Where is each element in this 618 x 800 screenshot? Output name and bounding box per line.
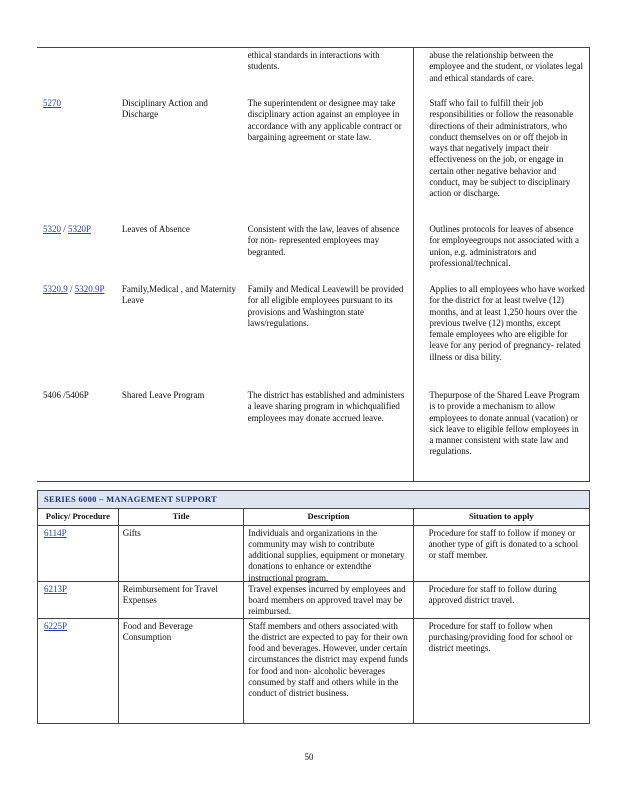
description-cell: Consistent with the law, leaves of absence for non- represented employees may begranted. [247,224,400,257]
page-number: 50 [304,752,314,762]
bullet-icon [418,98,429,200]
policy-cell [38,582,119,618]
title-cell: Leaves of Absence [121,224,190,234]
policy-link-5270[interactable]: 5270 [43,98,61,108]
bullet-icon [418,390,429,458]
policy-link-6114p[interactable]: 6114P [44,527,67,538]
bullet-icon [418,621,429,655]
bullet-icon [418,528,429,562]
situation-cell: Procedure for staff to follow if money or another type of gift is donated to a school or staff member. [414,526,589,581]
policy-separator: / [67,284,75,294]
series-heading: SERIES 6000 – MANAGEMENT SUPPORT [38,491,589,509]
description-cell: Staff members and others associated with the district are expected to pay for their own food and beverages. However, under certain circumstances the district may expend funds for food and non- alcoholic beverages consumed by staff and others while in the conduct of district business. [244,619,413,723]
title-cell: Family,Medical , and Maternity Leave [121,284,236,306]
bullet-icon [418,50,429,84]
table-row [38,619,589,723]
title-cell: Disciplinary Action and Discharge [121,98,208,120]
policy-link-6213p[interactable]: 6213P [44,583,68,594]
series-6000-table [37,490,590,724]
situation-cell: Procedure for staff to follow when purchasing/providing food for school or district meetings. [414,619,589,723]
header-policy: Policy/ Procedure [38,509,119,525]
situation-cell: Procedure for staff to follow during approved district travel. [414,582,589,618]
table-row [37,388,589,481]
bullet-icon [418,584,429,607]
policy-link-5320-9[interactable]: 5320.9 [43,284,68,294]
situation-cell: Staff who fail to fulfill their job responsibilities or follow the reasonable directions of their administrators, who conduct themselves on or off thejob in ways that negatively impact their effectiveness on the job, or engage in certain other negative behavior and conduct, may be subject to disciplinary action or discharge. [413,96,589,222]
table-header-row [38,509,589,525]
title-cell: Shared Leave Program [121,390,205,400]
description-cell: The district has established and administers a leave sharing program in whichqualified employees may donate accrued leave. [247,390,405,423]
title-cell: Food and Beverage Consumption [119,619,245,723]
description-cell: ethical standards in interactions with students. [247,50,380,72]
table-row [38,526,589,582]
policy-link-5320p[interactable]: 5320P [68,224,92,234]
bullet-icon [418,284,429,363]
policy-link-5320[interactable]: 5320 [43,224,61,234]
header-situation: Situation to apply [414,509,589,525]
header-title: Title [119,509,245,525]
bullet-icon [418,224,429,269]
table-row [37,222,589,282]
policy-cell [37,222,118,282]
situation-cell: Outlines protocols for leaves of absence for employeegroups not associated with a union, e.g. administrators and professional/technical. [413,222,589,282]
policy-cell [38,619,119,723]
situation-cell: abuse the relationship between the employee and the student, or violates legal and ethical standards of care. [413,48,589,96]
description-cell: The superintendent or designee may take disciplinary action against an employee in accordance with any applicable contract or bargaining agreement or state law. [247,98,402,142]
table-row [37,48,589,96]
policy-cell [37,282,118,388]
policy-cell [37,96,118,222]
description-cell: Travel expenses incurred by employees and board members on approved travel may be reimbursed. [244,582,413,618]
document-page [37,47,590,724]
policy-link-6225p[interactable]: 6225P [44,620,68,631]
policy-separator: / [61,224,69,234]
title-cell: Gifts [119,526,245,581]
description-cell: Family and Medical Leavewill be provided for all eligible employees pursuant to its provisions and Washington state laws/regulations. [247,284,404,328]
table-row [37,282,589,388]
title-cell: Reimbursement for Travel Expenses [119,582,245,618]
policy-cell: 5406 /5406P [43,390,89,400]
policy-table-continued [37,47,590,482]
table-row [38,582,589,619]
title-cell [118,48,244,96]
policy-cell [37,48,118,96]
header-description: Description [244,509,413,525]
situation-cell: Applies to all employees who have worked for the district for at least twelve (12) months, and at least 1,250 hours over the previous twelve (12) months, except female employees who are eligible for leave for any period of pregnancy- related illness or disa bility. [413,282,589,388]
policy-link-5320-9p[interactable]: 5320.9P [74,284,105,294]
description-cell: Individuals and organizations in the community may wish to contribute additional supplies, equipment or monetary donations to enhance or extendthe instructional program. [244,526,413,581]
table-row [37,96,589,222]
situation-cell: Thepurpose of the Shared Leave Program is to provide a mechanism to allow employees to donate annual (vacation) or sick leave to eligible fellow employees in a manner consistent with state law and regulations. [413,388,589,481]
policy-cell [38,526,119,581]
